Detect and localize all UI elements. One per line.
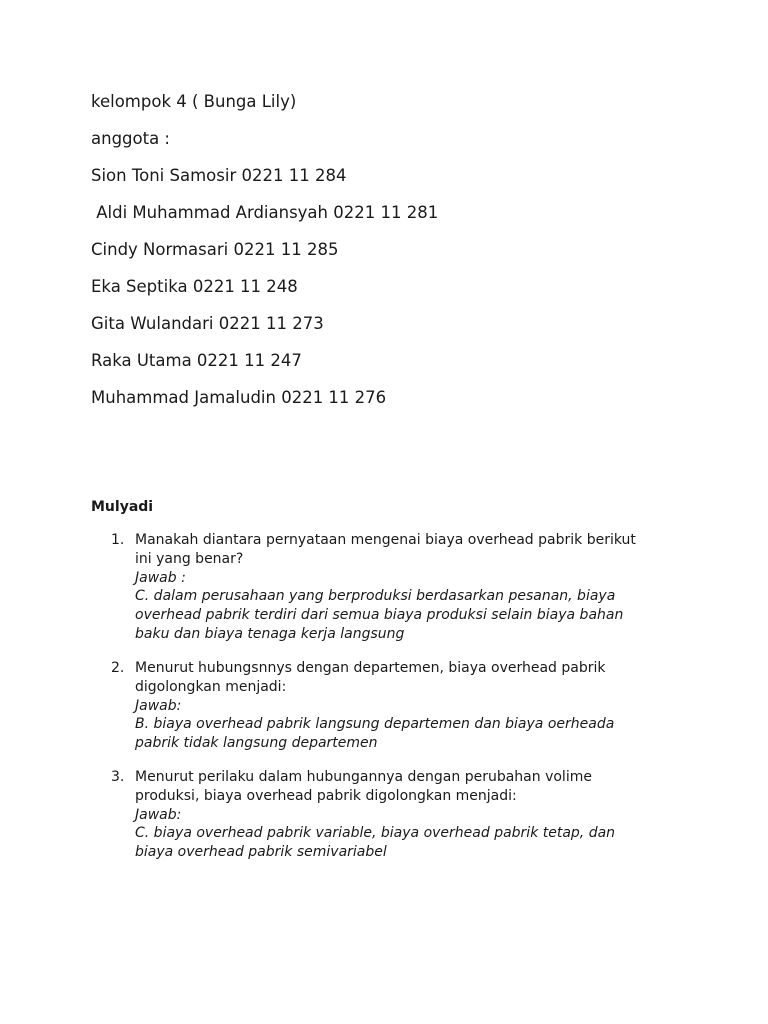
- answer-text: B. biaya overhead pabrik langsung departemen dan biaya oerheada: [135, 716, 615, 732]
- answer-text: biaya overhead pabrik semivariabel: [135, 844, 387, 860]
- question-number: 1.: [111, 532, 125, 548]
- question-text: Menurut perilaku dalam hubungannya dengan perubahan volime: [135, 769, 592, 785]
- answer-label: Jawab :: [135, 570, 186, 586]
- answer-label: Jawab:: [135, 698, 182, 714]
- member-line: Gita Wulandari 0221 11 273: [91, 314, 324, 333]
- question-number: 2.: [111, 660, 125, 676]
- member-line: Cindy Normasari 0221 11 285: [91, 240, 339, 259]
- question-text-cont: digolongkan menjadi:: [135, 679, 287, 695]
- question-text-cont: ini yang benar?: [135, 551, 244, 567]
- members-label: anggota :: [91, 129, 170, 148]
- answer-text: overhead pabrik terdiri dari semua biaya produksi selain biaya bahan: [135, 607, 624, 623]
- answer-text: baku dan biaya tenaga kerja langsung: [135, 626, 405, 642]
- question-list: [91, 531, 691, 862]
- question-number: 3.: [111, 769, 125, 785]
- member-line: Eka Septika 0221 11 248: [91, 277, 298, 296]
- member-line: Raka Utama 0221 11 247: [91, 351, 302, 370]
- question-item: [91, 768, 691, 862]
- group-info: [91, 92, 731, 425]
- question-item: [91, 531, 691, 644]
- section-title: Mulyadi: [91, 499, 154, 515]
- question-text: Menurut hubungsnnys dengan departemen, biaya overhead pabrik: [135, 660, 606, 676]
- question-text-cont: produksi, biaya overhead pabrik digolongkan menjadi:: [135, 788, 517, 804]
- member-line: Aldi Muhammad Ardiansyah 0221 11 281: [91, 203, 439, 222]
- question-text: Manakah diantara pernyataan mengenai biaya overhead pabrik berikut: [135, 532, 636, 548]
- answer-text: pabrik tidak langsung departemen: [135, 735, 378, 751]
- member-line: Sion Toni Samosir 0221 11 284: [91, 166, 347, 185]
- answer-text: C. biaya overhead pabrik variable, biaya overhead pabrik tetap, dan: [135, 825, 616, 841]
- member-line: Muhammad Jamaludin 0221 11 276: [91, 388, 387, 407]
- question-item: [91, 659, 691, 753]
- answer-label: Jawab:: [135, 807, 182, 823]
- answer-text: C. dalam perusahaan yang berproduksi berdasarkan pesanan, biaya: [135, 588, 616, 604]
- group-title: kelompok 4 ( Bunga Lily): [91, 92, 297, 111]
